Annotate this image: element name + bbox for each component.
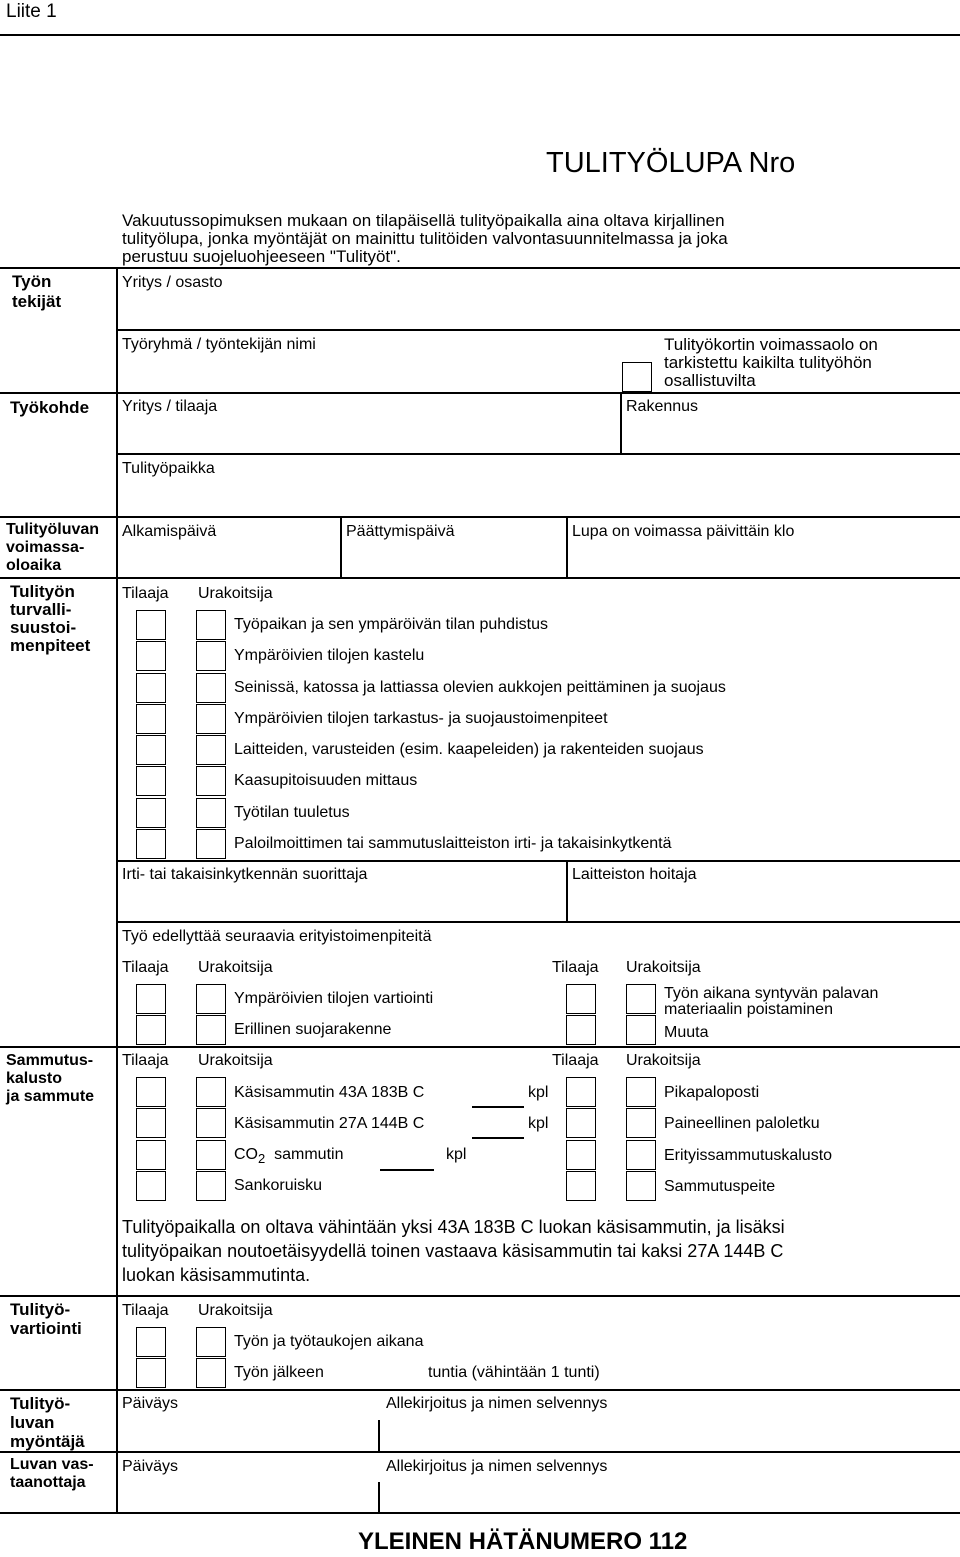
worksite-mid-rule [118, 453, 960, 455]
card-check-checkbox[interactable] [622, 362, 652, 392]
special-contractor-header-right: Urakoitsija [626, 959, 701, 976]
equipment-client-checkbox-right[interactable] [566, 1140, 596, 1170]
equipment-client-checkbox[interactable] [136, 1108, 166, 1138]
page-title: TULITYÖLUPA Nro [546, 147, 796, 179]
safety-client-header: Tilaaja [122, 585, 169, 602]
safety-contractor-checkbox[interactable] [196, 610, 226, 640]
special-item-other: Muuta [664, 1024, 709, 1041]
system-keeper-field[interactable]: Laitteiston hoitaja [572, 866, 697, 883]
equipment-client-checkbox-right[interactable] [566, 1077, 596, 1107]
section-grantor: Tulityö- luvan myöntäjä [10, 1394, 85, 1451]
watch-item-during: Työn ja työtaukojen aikana [234, 1333, 424, 1350]
extinguisher-43a-count-line[interactable] [472, 1106, 524, 1108]
section-validity: Tulityöluvan voimassa- oloaika [6, 521, 100, 574]
safety-item: Ympäröivien tilojen kastelu [234, 647, 425, 665]
equipment-client-header-right: Tilaaja [552, 1052, 599, 1069]
co2-count-line[interactable] [380, 1169, 434, 1171]
safety-item: Työtilan tuuletus [234, 803, 350, 821]
equipment-client-checkbox[interactable] [136, 1140, 166, 1170]
special-top-rule [118, 921, 960, 923]
watch-contractor-checkbox[interactable] [196, 1358, 226, 1388]
equipment-hose-reel: Sankoruisku [234, 1177, 323, 1194]
equipment-contractor-checkbox[interactable] [196, 1171, 226, 1201]
grantor-divider [378, 1420, 380, 1452]
equipment-contractor-checkbox-right[interactable] [626, 1077, 656, 1107]
equipment-item: Pikapaloposti [664, 1084, 760, 1101]
safety-contractor-checkbox[interactable] [196, 641, 226, 671]
equipment-client-checkbox[interactable] [136, 1077, 166, 1107]
watch-client-checkbox[interactable] [136, 1327, 166, 1357]
equipment-contractor-checkbox[interactable] [196, 1140, 226, 1170]
disconnector-field[interactable]: Irti- tai takaisinkytkennän suorittaja [122, 866, 368, 883]
end-date-field[interactable]: Päättymispäivä [346, 523, 455, 540]
receiver-signature-field[interactable]: Allekirjoitus ja nimen selvennys [386, 1458, 608, 1475]
equipment-contractor-checkbox-right[interactable] [626, 1171, 656, 1201]
safety-contractor-checkboxes [196, 610, 226, 859]
form-bottom-rule [0, 1512, 960, 1514]
equipment-extinguisher-27a: Käsisammutin 27A 144B C [234, 1115, 425, 1132]
extinguisher-43a-unit: kpl [528, 1084, 549, 1101]
grantor-signature-field[interactable]: Allekirjoitus ja nimen selvennys [386, 1395, 608, 1412]
special-contractor-checkbox-right[interactable] [626, 984, 656, 1014]
extinguisher-27a-count-line[interactable] [472, 1137, 524, 1139]
header-rule [0, 34, 960, 36]
site-field[interactable]: Tulityöpaikka [122, 460, 215, 477]
equipment-contractor-header: Urakoitsija [198, 1052, 273, 1069]
grantor-top-rule [0, 1389, 960, 1391]
equipment-item: Erityissammutuskalusto [664, 1146, 833, 1164]
workers-mid-rule [118, 329, 960, 331]
equipment-client-checkbox-right[interactable] [566, 1108, 596, 1138]
equipment-contractor-checkbox-right[interactable] [626, 1140, 656, 1170]
safety-contractor-checkbox[interactable] [196, 798, 226, 828]
section-watch: Tulityö- vartiointi [10, 1300, 82, 1338]
watch-contractor-checkbox[interactable] [196, 1327, 226, 1357]
watch-client-checkbox[interactable] [136, 1358, 166, 1388]
special-client-header: Tilaaja [122, 959, 169, 976]
safety-bottom-rule [118, 860, 960, 862]
special-contractor-header: Urakoitsija [198, 959, 273, 976]
section-safety: Tulityön turvalli- suustoi- menpiteet [10, 582, 91, 655]
section-worksite: Työkohde [10, 398, 90, 417]
card-check-label: Tulityökortin voimassaolo on tarkistettu kaikilta tulityöhön osallistuvilta [664, 335, 878, 390]
equipment-item: Paineellinen paloletku [664, 1115, 820, 1133]
start-date-field[interactable]: Alkamispäivä [122, 523, 217, 540]
section-extinguishing: Sammutus- kalusto ja sammute [6, 1052, 95, 1105]
emergency-number: YLEINEN HÄTÄNUMERO 112 [358, 1528, 688, 1555]
special-item-removal: Työn aikana syntyvän palavan materiaalin poistaminen [664, 985, 879, 1018]
equipment-client-header: Tilaaja [122, 1052, 169, 1069]
equipment-contractor-checkboxes-right [626, 1077, 656, 1201]
safety-client-checkbox[interactable] [136, 704, 166, 734]
equipment-contractor-header-right: Urakoitsija [626, 1052, 701, 1069]
safety-client-checkbox[interactable] [136, 673, 166, 703]
safety-client-checkbox[interactable] [136, 798, 166, 828]
equipment-client-checkboxes-right [566, 1077, 596, 1201]
safety-item: Ympäröivien tilojen tarkastus- ja suojaustoimenpiteet [234, 709, 608, 727]
safety-item: Työpaikan ja sen ympäröivän tilan puhdistus [234, 616, 548, 633]
special-client-checkbox-right[interactable] [566, 1015, 596, 1045]
safety-client-checkbox[interactable] [136, 735, 166, 765]
safety-contractor-checkbox[interactable] [196, 766, 226, 796]
equipment-contractor-checkbox[interactable] [196, 1077, 226, 1107]
safety-item: Seinissä, katossa ja lattiassa olevien aukkojen peittäminen ja suojaus [234, 678, 726, 696]
special-client-checkbox-right[interactable] [566, 984, 596, 1014]
attachment-label: Liite 1 [6, 1, 57, 22]
safety-contractor-checkbox[interactable] [196, 673, 226, 703]
equipment-client-checkbox[interactable] [136, 1171, 166, 1201]
equipment-contractor-checkbox[interactable] [196, 1108, 226, 1138]
safety-contractor-checkbox[interactable] [196, 704, 226, 734]
safety-item: Kaasupitoisuuden mittaus [234, 772, 418, 790]
grantor-date-field[interactable]: Päiväys [122, 1395, 179, 1412]
safety-client-checkbox[interactable] [136, 641, 166, 671]
validity-divider-1 [340, 516, 342, 578]
disconnector-divider [566, 860, 568, 922]
equipment-contractor-checkbox-right[interactable] [626, 1108, 656, 1138]
co2-unit: kpl [446, 1146, 467, 1163]
safety-client-checkbox[interactable] [136, 829, 166, 859]
equipment-extinguisher-43a: Käsisammutin 43A 183B C [234, 1084, 425, 1101]
section-workers: Työn tekijät [12, 272, 62, 311]
building-divider [620, 392, 622, 454]
equipment-co2: $CO_2$ sammutin [234, 1146, 344, 1167]
safety-client-checkboxes [136, 610, 166, 859]
company-department-field[interactable]: Yritys / osasto [122, 274, 223, 291]
extinguisher-27a-unit: kpl [528, 1115, 549, 1132]
safety-item: Laitteiden, varusteiden (esim. kaapeleiden) ja rakenteiden suojaus [234, 741, 704, 759]
watch-top-rule [0, 1295, 960, 1297]
valid-daily-field[interactable]: Lupa on voimassa päivittäin klo [572, 523, 795, 540]
safety-client-checkbox[interactable] [136, 766, 166, 796]
company-client-field[interactable]: Yritys / tilaaja [122, 398, 218, 415]
extinguishing-top-rule [0, 1046, 960, 1048]
special-client-header-right: Tilaaja [552, 959, 599, 976]
equipment-client-checkbox-right[interactable] [566, 1171, 596, 1201]
special-contractor-checkbox[interactable] [196, 984, 226, 1014]
equipment-right-list [664, 1084, 832, 1209]
watch-item-after: Työn jälkeen [234, 1364, 324, 1381]
team-worker-name-field[interactable]: Työryhmä / työntekijän nimi [122, 336, 316, 353]
special-contractor-checkbox-right[interactable] [626, 1015, 656, 1045]
section-receiver: Luvan vas- taanottaja [10, 1456, 94, 1491]
building-field[interactable]: Rakennus [626, 398, 699, 415]
special-contractor-checkbox[interactable] [196, 1015, 226, 1045]
safety-top-rule [0, 577, 960, 579]
watch-contractor-header: Urakoitsija [198, 1302, 273, 1319]
equipment-item: Sammutuspeite [664, 1177, 776, 1195]
validity-divider-2 [566, 516, 568, 578]
equipment-client-checkboxes [136, 1077, 166, 1201]
receiver-top-rule [0, 1451, 960, 1453]
special-item-watch: Ympäröivien tilojen vartiointi [234, 990, 434, 1007]
special-item-structure: Erillinen suojarakenne [234, 1021, 392, 1038]
safety-contractor-checkbox[interactable] [196, 735, 226, 765]
workers-top-rule [0, 267, 960, 269]
receiver-date-field[interactable]: Päiväys [122, 1458, 179, 1475]
watch-client-header: Tilaaja [122, 1302, 169, 1319]
equipment-contractor-checkboxes [196, 1077, 226, 1201]
safety-item: Paloilmoittimen tai sammutuslaitteiston irti- ja takaisinkytkentä [234, 835, 672, 853]
special-measures-heading: Työ edellyttää seuraavia erityistoimenpiteitä [122, 928, 432, 945]
safety-contractor-header: Urakoitsija [198, 585, 273, 602]
safety-client-checkbox[interactable] [136, 610, 166, 640]
worksite-top-rule [0, 392, 960, 394]
special-client-checkbox[interactable] [136, 984, 166, 1014]
special-client-checkbox[interactable] [136, 1015, 166, 1045]
safety-items-list [234, 616, 726, 866]
receiver-divider [378, 1482, 380, 1514]
validity-top-rule [0, 516, 960, 518]
watch-hours-label: tuntia (vähintään 1 tunti) [428, 1364, 600, 1381]
safety-contractor-checkbox[interactable] [196, 829, 226, 859]
